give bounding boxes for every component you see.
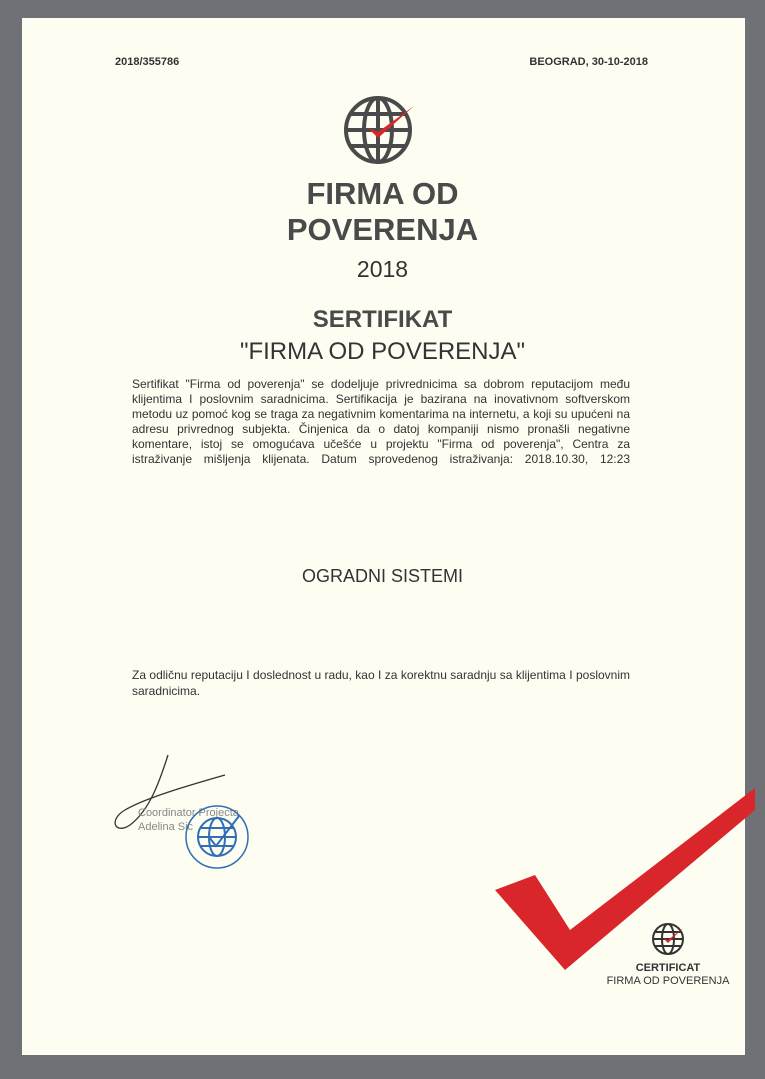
logo-title-line2: POVERENJA [286,212,479,247]
signature-name: Adelina Sic [138,821,194,833]
badge-title: CERTIFICAT [635,962,701,974]
closing-text: Za odličnu reputaciju I doslednost u radu, kao I za korektnu saradnju sa klijentima I poslovnim saradnicima. [132,668,630,698]
certificate-number: 2018/355786 [115,56,180,68]
badge-globe-icon [651,922,685,956]
place-date: BEOGRAD, 30-10-2018 [529,56,648,68]
stamp-icon [184,804,250,870]
red-checkmark-icon [490,780,760,980]
logo-year: 2018 [356,256,409,282]
badge-subtitle: FIRMA OD POVERENJA [606,975,730,987]
signature-role: Coordinator Projecta [138,807,239,819]
company-name: OGRADNI SISTEMI [301,566,463,586]
certificate-heading: SERTIFIKAT [312,306,453,333]
logo-title-line1: FIRMA OD [306,176,459,211]
certificate-subheading: "FIRMA OD POVERENJA" [239,338,526,365]
certificate-body: Sertifikat "Firma od poverenja" se dodeljuje privrednicima sa dobrom reputacijom među klijentima I poslovnim saradnicima. Sertifikacija je bazirana na inovativnom softverskom metodu uz pomoć kog se traga za negativnim komentarima na internetu, a koji su upućeni na adresu privrednog subjekta. Činjenica da o datoj kompaniji nismo pronašli negativne komentare, istoj se omogućava učešće u projektu "Firma od poverenja", Centra za istraživanje mišljenja klijenata. Datum sprovedenog istraživanja: 2018.10.30, 12:23 [132,377,630,466]
globe-check-icon [342,92,418,168]
